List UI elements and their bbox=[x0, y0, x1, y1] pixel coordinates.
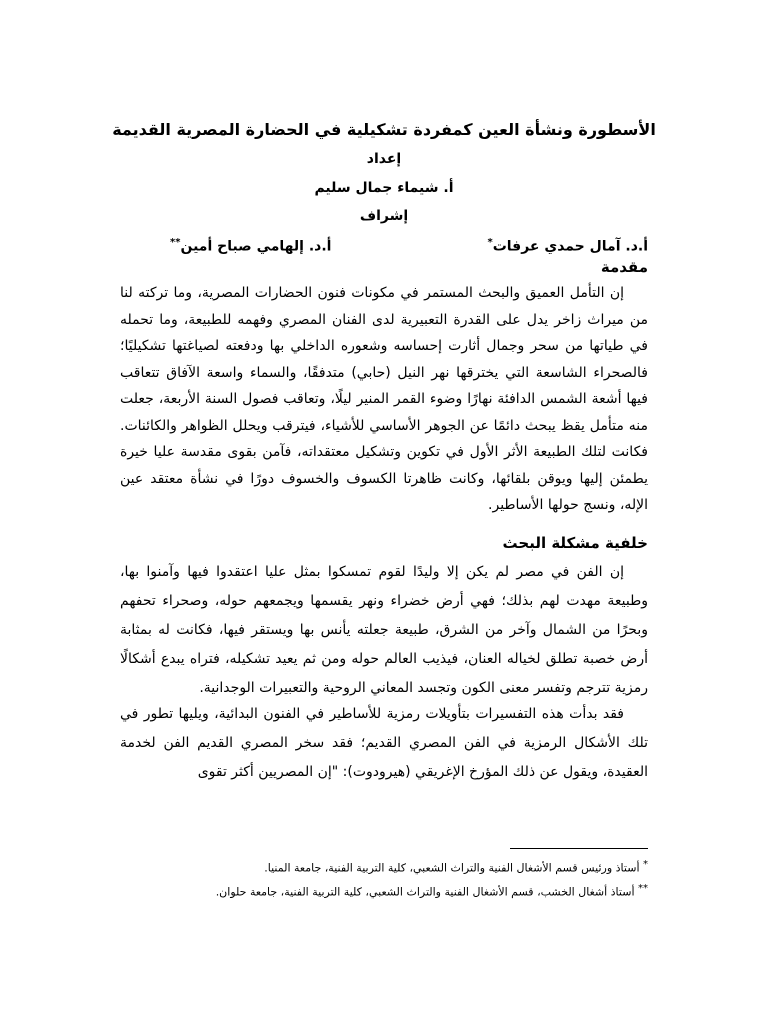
paper-title: الأسطورة ونشأة العين كمفردة تشكيلية في الحضارة المصرية القديمة bbox=[112, 120, 656, 139]
problem-paragraph-2: فقد بدأت هذه التفسيرات بتأويلات رمزية للأساطير في الفنون البدائية، ويليها تطور في تلك الأشكال الرمزية في الفن المصري القديم؛ فقد سخر المصري القديم الفن لخدمة العقيدة، ويقول عن ذلك المؤرخ الإغريقي (هيرودوت): "إن المصريين أكثر تقوى bbox=[120, 706, 648, 780]
footnote-2-mark: ** bbox=[638, 883, 648, 894]
supervisor-1 bbox=[487, 232, 648, 258]
supervisor-2-name: أ.د. إلهامي صباح أمين bbox=[180, 238, 332, 255]
author-name: أ. شيماء جمال سليم bbox=[314, 180, 454, 196]
supervision-label: إشراف bbox=[359, 208, 409, 224]
footnote-1-mark: * bbox=[643, 859, 648, 870]
supervisor-2 bbox=[170, 232, 331, 258]
intro-paragraph: إن التأمل العميق والبحث المستمر في مكونات فنون الحضارات المصرية، وما تركته لنا من ميراث زاخر يدل على القدرة التعبيرية لدى الفنان المصري وفهمه للطبيعة، وما تحمله في طياتها من سحر وجمال أثارت إحساسه وشعوره الداخلي بها ودفعته لصياغتها تشكيليًا؛ فالصحراء الشاسعة التي يخترقها نهر النيل (حابي) متدفقًا، والسماء واسعة الآفاق تتعاقب فيها أشعة الشمس الدافئة نهارًا وضوء القمر المنير ليلًا، وتعاقب فصول السنة الأربعة، جعلت منه متأمل يقظ يبحث دائمًا عن الجوهر الأساسي للأشياء، فيترقب ويحلل الظواهر والكائنات. فكانت لتلك الطبيعة الأثر الأول في تكوين وتشكيل معتقداته، فآمن بقوى مقدسة عليا خيرة يطمئن إليها ويوقن بلقائها، وكانت ظاهرتا الكسوف والخسوف دورًا في نشأة معتقد عين الإله، ونسج حولها الأساطير. bbox=[120, 285, 648, 513]
supervisor-1-name: أ.د. آمال حمدي عرفات bbox=[492, 238, 648, 255]
footnote-2 bbox=[120, 881, 648, 901]
prepared-label: إعداد bbox=[366, 151, 402, 167]
footnote-2-text: أستاذ أشغال الخشب، قسم الأشغال الفنية والتراث الشعبي، كلية التربية الفنية، جامعة حلوان. bbox=[215, 885, 635, 899]
supervisors-row bbox=[110, 232, 648, 256]
footnote-1 bbox=[120, 857, 648, 877]
problem-heading: خلفية مشكلة البحث bbox=[502, 534, 648, 552]
footnote-1-text: أستاذ ورئيس قسم الأشغال الفنية والتراث الشعبي، كلية التربية الفنية، جامعة المنيا. bbox=[264, 861, 640, 875]
problem-paragraph-1: إن الفن في مصر لم يكن إلا وليدًا لقوم تمسكوا بمثل عليا اعتقدوا فيها وآمنوا بها، وطبيعة مهدت لهم بذلك؛ فهي أرض خضراء ونهر يقسمها ويجمعهم حوله، وصحراء تحفهم وبحرًا من الشمال وآخر من الشرق، طبيعة جعلته يأنس بها ويستقر فيها، فكانت له بمثابة أرض خصبة تطلق لخياله العنان، فيذيب العالم حوله ومن ثم يعيد تشكيله، فتراه يبدع أشكالًا رمزية تترجم وتفسر معنى الكون وتجسد المعاني الروحية والتعبيرات الوجدانية. bbox=[120, 564, 648, 696]
footnote-divider bbox=[510, 848, 648, 849]
supervisor-2-mark: ** bbox=[170, 237, 181, 248]
intro-heading: مقدمة bbox=[600, 258, 648, 276]
supervisor-1-mark: * bbox=[487, 237, 493, 248]
